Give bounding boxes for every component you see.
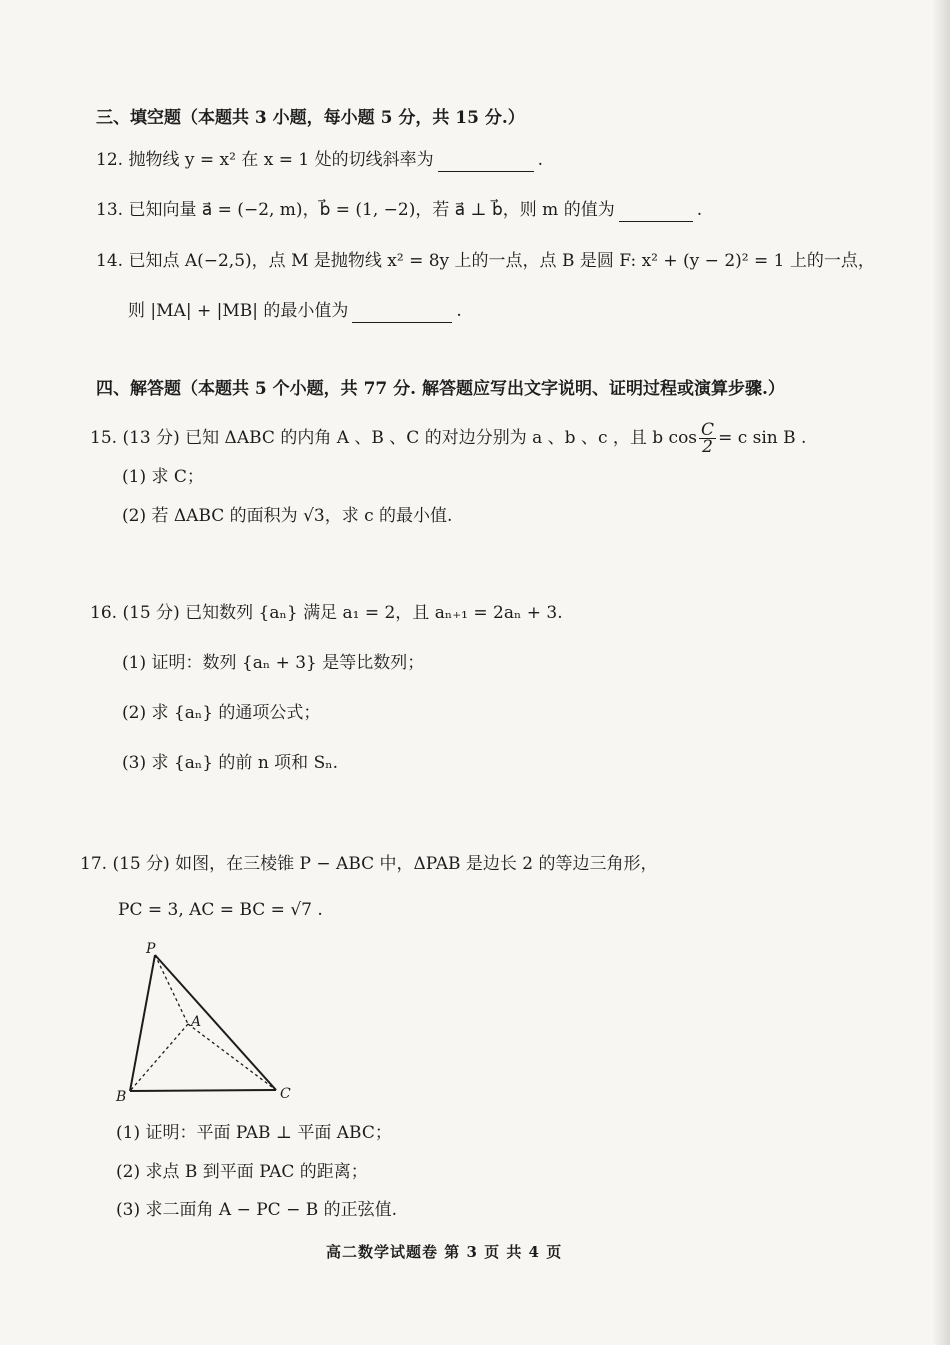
q15-fraction-denominator: 2 xyxy=(702,437,713,457)
vertex-label-P: P xyxy=(146,941,156,957)
section4-heading: 四、解答题（本题共 5 个小题，共 77 分. 解答题应写出文字说明、证明过程或演算步骤.） xyxy=(96,379,785,399)
edge-AC-hidden xyxy=(188,1024,276,1090)
question-13 xyxy=(96,198,702,222)
scan-edge-shadow xyxy=(932,0,950,1345)
edge-PA-hidden xyxy=(155,955,188,1024)
q17-part1: (1) 证明：平面 PAB ⊥ 平面 ABC； xyxy=(116,1123,392,1143)
q15-part2: (2) 若 ΔABC 的面积为 √3，求 c 的最小值. xyxy=(122,506,453,526)
q17-part3: (3) 求二面角 A − PC − B 的正弦值. xyxy=(116,1200,398,1220)
edge-AB-hidden xyxy=(130,1024,188,1091)
q12-end: . xyxy=(537,150,543,170)
q13-text: 13. 已知向量 a⃗ = (−2, m)，b⃗ = (1, −2)，若 a⃗ ⊥ b⃗，则 m 的值为 xyxy=(96,200,615,220)
q16-part2: (2) 求 {aₙ} 的通项公式； xyxy=(122,703,321,723)
q17-part2: (2) 求点 B 到平面 PAC 的距离； xyxy=(116,1162,368,1182)
q13-end: . xyxy=(696,200,703,220)
edge-PC xyxy=(155,955,276,1090)
question-12 xyxy=(96,148,543,172)
q14-answer-blank xyxy=(352,304,452,323)
tetrahedron-figure xyxy=(108,938,308,1108)
question-17-stem: 17. (15 分) 如图，在三棱锥 P − ABC 中，ΔPAB 是边长 2 的等边三角形， xyxy=(80,854,658,874)
q12-text: 12. 抛物线 y = x² 在 x = 1 处的切线斜率为 xyxy=(96,150,434,170)
q17-condition: PC = 3, AC = BC = √7 . xyxy=(118,900,323,920)
vertex-label-B: B xyxy=(116,1089,127,1105)
q15-fraction-numerator: C xyxy=(701,420,715,440)
question-14-line2 xyxy=(128,299,462,323)
question-16-stem: 16. (15 分) 已知数列 {aₙ} 满足 a₁ = 2，且 aₙ₊₁ = 2aₙ + 3. xyxy=(90,603,563,623)
vertex-label-A: A xyxy=(191,1014,202,1030)
q15-stem-a: 15. (13 分) 已知 ΔABC 的内角 A 、B 、C 的对边分别为 a 、b 、c ，且 b cos xyxy=(90,428,698,448)
vertex-label-C: C xyxy=(280,1086,291,1102)
q15-part1: (1) 求 C； xyxy=(122,467,204,487)
q12-answer-blank xyxy=(438,153,534,172)
q16-part3: (3) 求 {aₙ} 的前 n 项和 Sₙ. xyxy=(122,753,338,773)
q15-fraction xyxy=(699,422,716,455)
q13-answer-blank xyxy=(619,203,693,222)
page-footer: 高二数学试题卷 第 3 页 共 4 页 xyxy=(326,1243,563,1261)
q16-part1: (1) 证明：数列 {aₙ + 3} 是等比数列； xyxy=(122,653,425,673)
q14-end: . xyxy=(456,301,462,321)
edge-PB xyxy=(130,955,155,1091)
question-14-line1: 14. 已知点 A(−2,5)，点 M 是抛物线 x² = 8y 上的一点，点 B 是圆 F: x² + (y − 2)² = 1 上的一点， xyxy=(96,251,875,271)
question-15-stem xyxy=(90,421,806,459)
q14-text: 则 |MA| + |MB| 的最小值为 xyxy=(128,301,349,321)
section3-heading: 三、填空题（本题共 3 小题，每小题 5 分，共 15 分.） xyxy=(96,108,525,128)
edge-BC xyxy=(130,1090,276,1091)
q15-stem-b: = c sin B . xyxy=(718,428,807,448)
